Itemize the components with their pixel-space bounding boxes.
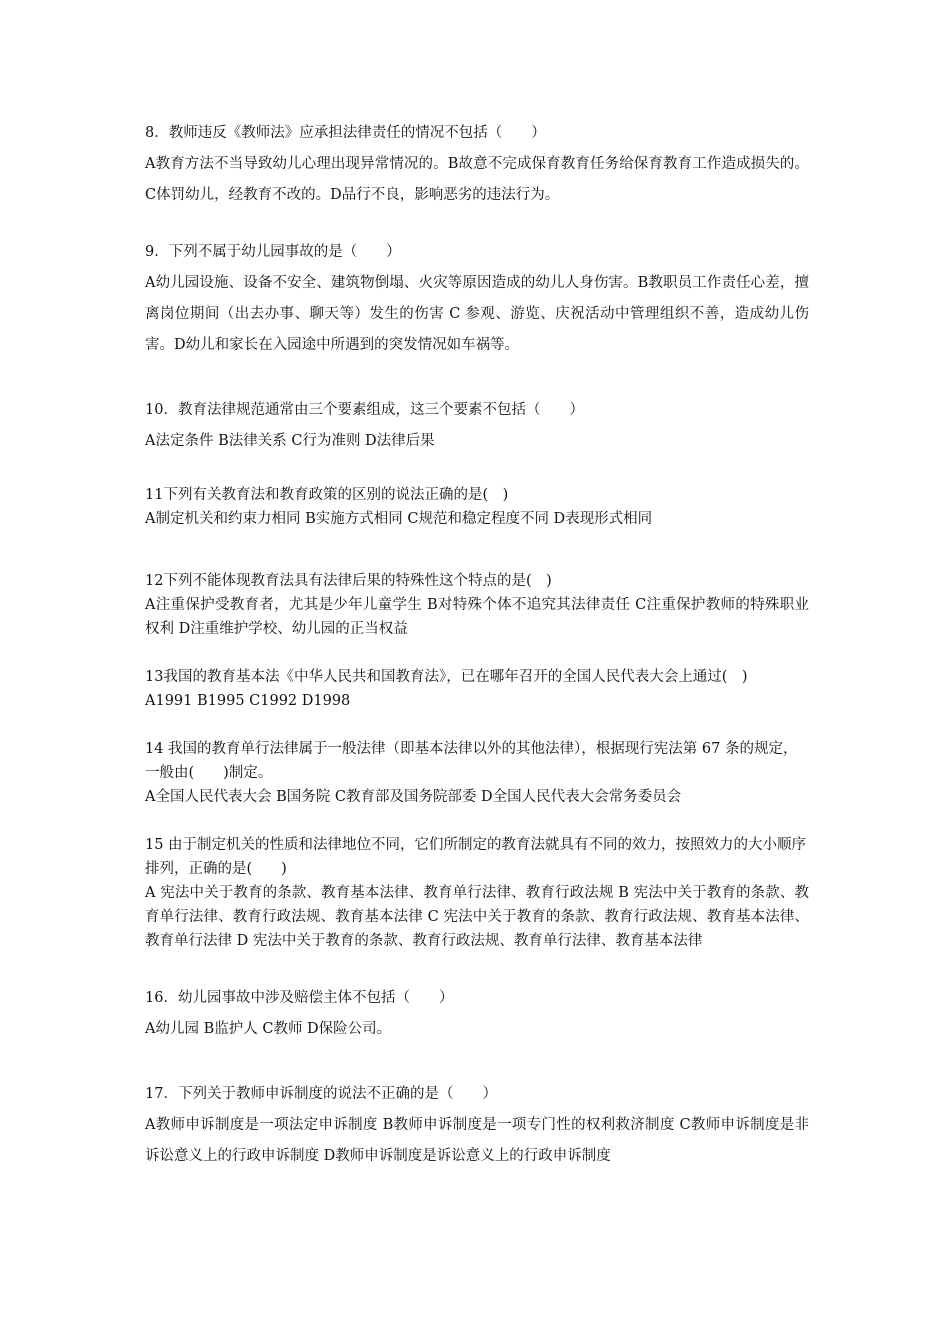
question-12: [145, 569, 809, 641]
question-10-title: 10．教育法律规范通常由三个要素组成，这三个要素不包括（ ）: [145, 402, 584, 418]
question-16-options: A幼儿园 B监护人 C教师 D保险公司。: [145, 1021, 392, 1037]
question-10-options: A法定条件 B法律关系 C行为准则 D法律后果: [145, 433, 435, 449]
question-9-options: A幼儿园设施、设备不安全、建筑物倒塌、火灾等原因造成的幼儿人身伤害。B教职员工作责任心差，擅离岗位期间（出去办事、聊天等）发生的伤害 C 参观、游览、庆祝活动中管理组织不善，造成幼儿伤害。D幼儿和家长在入园途中所遇到的突发情况如车祸等。: [145, 275, 809, 353]
question-11: [145, 483, 809, 531]
question-9: [145, 237, 809, 361]
question-14: [145, 737, 809, 809]
question-8: [145, 118, 809, 211]
question-14-options: A全国人民代表大会 B国务院 C教育部及国务院部委 D全国人民代表大会常务委员会: [145, 789, 682, 805]
question-8-options: A教育方法不当导致幼儿心理出现异常情况的。B故意不完成保育教育任务给保育教育工作造成损失的。C体罚幼儿，经教育不改的。D品行不良，影响恶劣的违法行为。: [145, 156, 809, 203]
document-page: [145, 118, 809, 1172]
question-15: [145, 833, 809, 953]
question-12-options: A注重保护受教育者，尤其是少年儿童学生 B对特殊个体不追究其法律责任 C注重保护教师的特殊职业权利 D注重维护学校、幼儿园的正当权益: [145, 597, 809, 637]
question-13-title: 13我国的教育基本法《中华人民共和国教育法》，已在哪年召开的全国人民代表大会上通过( ): [145, 669, 748, 685]
question-15-options: A 宪法中关于教育的条款、教育基本法律、教育单行法律、教育行政法规 B 宪法中关于教育的条款、教育单行法律、教育行政法规、教育基本法律 C 宪法中关于教育的条款、教育行政法规、教育基本法律、教育单行法律 D 宪法中关于教育的条款、教育行政法规、教育单行法律、教育基本法律: [145, 885, 809, 949]
question-17-options: A教师申诉制度是一项法定申诉制度 B教师申诉制度是一项专门性的权利救济制度 C教师申诉制度是非诉讼意义上的行政申诉制度 D教师申诉制度是诉讼意义上的行政申诉制度: [145, 1117, 809, 1164]
question-8-title: 8．教师违反《教师法》应承担法律责任的情况不包括（ ）: [145, 125, 546, 141]
question-17: [145, 1079, 809, 1172]
question-11-title: 11下列有关教育法和教育政策的区别的说法正确的是( ): [145, 487, 509, 503]
question-10: [145, 395, 809, 457]
question-12-title: 12下列不能体现教育法具有法律后果的特殊性这个特点的是( ): [145, 573, 552, 589]
question-13-options: A1991 B1995 C1992 D1998: [145, 693, 351, 709]
question-11-options: A制定机关和约束力相同 B实施方式相同 C规范和稳定程度不同 D表现形式相同: [145, 511, 653, 527]
question-17-title: 17．下列关于教师申诉制度的说法不正确的是（ ）: [145, 1086, 497, 1102]
question-9-title: 9．下列不属于幼儿园事故的是（ ）: [145, 244, 401, 260]
question-16-title: 16．幼儿园事故中涉及赔偿主体不包括（ ）: [145, 990, 454, 1006]
question-14-title: 14 我国的教育单行法律属于一般法律（即基本法律以外的其他法律），根据现行宪法第 67 条的规定，一般由( )制定。: [145, 741, 798, 781]
question-13: [145, 665, 809, 713]
question-16: [145, 983, 809, 1045]
question-15-title: 15 由于制定机关的性质和法律地位不同，它们所制定的教育法就具有不同的效力，按照效力的大小顺序排列，正确的是( ): [145, 837, 807, 877]
